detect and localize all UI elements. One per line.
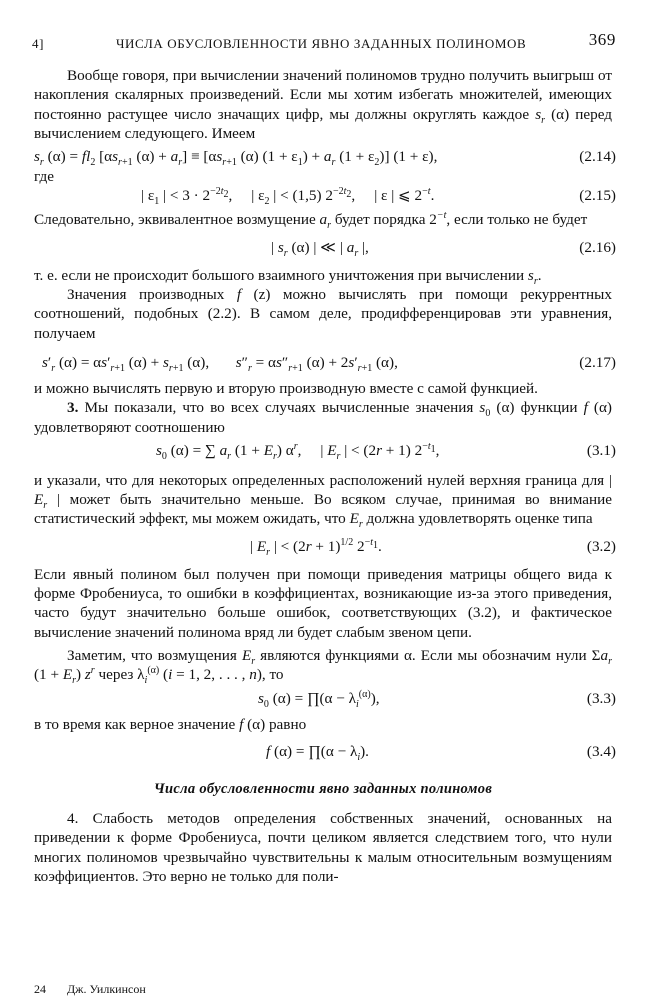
equation-number: (2.14) [579, 148, 616, 166]
equation-3-2: | $E_r$ | < $(2r + 1)^{1/2}$ $2^{-t_1}$. (3.2) [34, 533, 612, 561]
paragraph-3: т. е. если не происходит большого взаимного уничтожения при вычислении $s_r$. [34, 266, 542, 287]
equation-2-15: | $\varepsilon_1$ | < $3 \cdot 2^{-2t_2}$, | $\varepsilon_2$ | < (1,5) $2^{-2t_2}$, | ε | ⩽ $2^{-t}$. (2.15) [34, 182, 612, 210]
paragraph-7: и указали, что для некоторых определенных расположений нулей верхняя граница для | $E_r$ | может быть значительно меньше. Во всяком случае, принимая во внимание статистический эффект, мы можем ожидать, что $E_r$ должна удовлетворять оценке типа [34, 471, 612, 531]
section-subheading: Числа обусловленности явно заданных полиномов [153, 780, 493, 797]
author-name: Дж. Уилкинсон [67, 982, 146, 996]
signature-number: 24 [34, 982, 46, 996]
equation-2-14: $s_r$ $(\alpha) = fl_2$ [$\alpha s_{r+1}$ $(\alpha) + a_r] \equiv [\alpha s_{r+1}$ (α) $(1 + \varepsilon_1) + a_r$ $(1 + \varepsilon_2)$] (1 + ε), (2.14) [34, 143, 612, 171]
equation-number: (3.4) [586, 742, 616, 760]
running-header [32, 30, 616, 52]
paragraph-9: Заметим, что возмущения $E_r$ являются функциями α. Если мы обозначим нули $\Sigma a_r$ $(1 + E_r)$ $z^r$ через $\lambda_i^{(\alpha)}$ (i = 1, 2, . . . , n), то [34, 646, 612, 687]
paragraph-4: Значения производных f (z) можно вычислять при помощи рекуррентных соотношений, подобных (2.2). В самом деле, продифференцировав эти уравнения, получаем [34, 286, 612, 342]
paragraph-11: 4. Слабость методов определения собственных значений, основанных на приведении к форме Фробениуса, почти целиком является следствием того, что нули многих полиномов чрезвычайно чувствительны к малым относительным возмущениям коэффициентов. Это верно не только для поли- [34, 810, 612, 886]
running-title: ЧИСЛА ОБУСЛОВЛЕННОСТИ ЯВНО ЗАДАННЫХ ПОЛИНОМОВ [116, 36, 527, 51]
paragraph-5: и можно вычислять первую и вторую производную вместе с самой функцией. [34, 379, 538, 397]
paragraph-10: в то время как верное значение f (α) равно [34, 715, 307, 733]
section-number: 4] [32, 36, 45, 51]
equation-number: (3.3) [586, 689, 616, 707]
equation-number: (2.15) [579, 187, 616, 205]
page [32, 30, 616, 996]
paragraph-1: Вообще говоря, при вычислении значений полиномов трудно получить выигрыш от накопления скалярных произведений. Если мы хотим избегать множителей, имеющих постоянно растущее число значащих цифр, мы должны округлять каждое $s_r$ (α) перед вычислением следующего. Имеем [34, 67, 613, 142]
equation-number: (3.2) [586, 537, 616, 555]
equation-2-17: $s'_r$ $(\alpha) = \alpha s'_{r+1}$ $(\alpha) + s_{r+1}$ (α), $s''_r = \alpha s''_{r+1}$ $(\alpha) + 2s'_{r+1}$ (α), (2.17) [34, 349, 612, 377]
paragraph-2: Следовательно, эквивалентное возмущение $a_r$ будет порядка $2^{-t}$, если только не будет [34, 210, 588, 232]
equation-2-16: | $s_r$ (α) | ≪ | $a_r$ |, (2.16) [34, 234, 612, 262]
equation-3-1: $s_0$ (α) = ∑ $a_r$ $(1 + E_r)$ $\alpha^r$, | $E_r$ | < (2r + 1) $2^{-t_1}$, (3.1) [34, 437, 612, 465]
paragraph-8: Если явный полином был получен при помощи приведения матрицы общего вида к форме Фробениуса, то ошибки в коэффициентах, возникающие из-за этого приведения, часто будут значительно больше ошибок, соответствующих (3.2), и фактическое вычисление значений полинома вряд ли будет слабым звеном цепи. [34, 565, 612, 641]
paragraph-6: 3. Мы показали, что во всех случаях вычисленные значения $s_0$ (α) функции f (α) удовлетворяют соотношению [34, 399, 612, 436]
page-footer [34, 980, 164, 999]
equation-3-3: $s_0$ (α) = ∏(α − $\lambda_i^{(\alpha)}$), (3.3) [34, 685, 612, 713]
equation-number: (2.17) [579, 353, 616, 371]
equation-number: (3.1) [586, 441, 616, 459]
text-where: где [34, 168, 54, 186]
equation-number: (2.16) [579, 238, 616, 256]
equation-3-4: f (α) = ∏(α − $\lambda_i$). (3.4) [34, 738, 612, 766]
page-number: 369 [588, 30, 616, 49]
